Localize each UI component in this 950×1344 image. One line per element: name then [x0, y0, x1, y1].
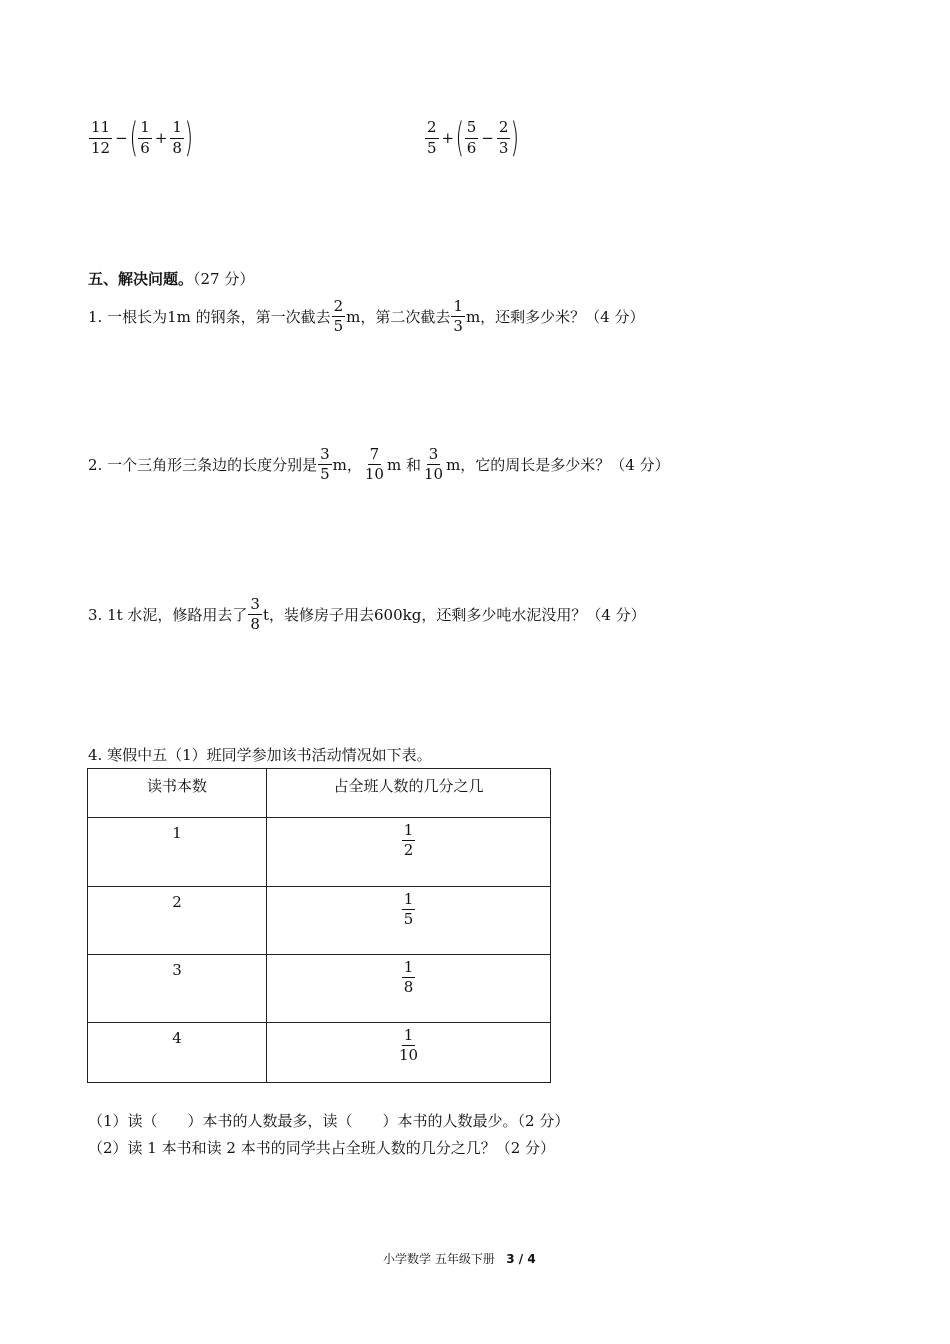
header-books: 读书本数: [88, 769, 267, 818]
cell-fraction: $\frac{1}{5}$: [267, 887, 551, 955]
table-row: [88, 818, 551, 887]
fraction: $\frac{1}{3}$: [453, 297, 463, 336]
header-fraction: 占全班人数的几分之几: [267, 769, 551, 818]
footer-subject: 小学数学 五年级下册: [383, 1252, 495, 1266]
section-heading: 五、解决问题。（27 分）: [88, 270, 255, 288]
sub-question-2: （2）读 1 本书和读 2 本书的同学共占全班人数的几分之几？（2 分）: [88, 1139, 556, 1157]
fraction: $\frac{5}{6}$: [466, 118, 477, 157]
table-row: [88, 1023, 551, 1083]
table-header-row: [88, 769, 551, 818]
page-number: 3 / 4: [506, 1252, 536, 1266]
expression-2: $\frac{2}{5}$ + ( $\frac{5}{6}$ − $\frac{2}{3}$ ): [427, 115, 520, 161]
fraction: $\frac{2}{3}$: [498, 118, 509, 157]
question-4-intro: 4. 寒假中五（1）班同学参加该书活动情况如下表。: [88, 746, 432, 764]
cell-fraction: $\frac{1}{8}$: [267, 955, 551, 1023]
cell-books: 1: [88, 818, 267, 887]
expression-1: $\frac{11}{12}$ − ( $\frac{1}{6}$ + $\frac{1}{8}$ ): [91, 115, 194, 161]
fraction: $\frac{11}{12}$: [91, 118, 111, 157]
fraction: $\frac{3}{10}$: [423, 445, 444, 484]
fraction: $\frac{2}{5}$: [427, 118, 437, 157]
cell-fraction: $\frac{1}{10}$: [267, 1023, 551, 1083]
question-3: 3. 1t 水泥，修路用去了 $\frac{3}{8}$ t，装修房子用去600kg，还剩多少吨水泥没用？（4 分）: [88, 595, 646, 634]
cell-books: 2: [88, 887, 267, 955]
question-2: 2. 一个三角形三条边的长度分别是 $\frac{3}{5}$ m， $\frac{7}{10}$ m 和 $\frac{3}{10}$ m，它的周长是多少米？（4 分）: [88, 445, 670, 484]
table-row: [88, 887, 551, 955]
sub-question-1: （1）读（ ）本书的人数最多，读（ ）本书的人数最少。（2 分）: [88, 1112, 570, 1130]
fraction: $\frac{3}{5}$: [320, 445, 330, 484]
page-footer: [383, 1250, 536, 1267]
fraction: $\frac{7}{10}$: [364, 445, 384, 484]
cell-books: 3: [88, 955, 267, 1023]
fraction: $\frac{1}{6}$: [140, 118, 150, 157]
fraction: $\frac{1}{8}$: [172, 118, 182, 157]
reading-table: [87, 768, 551, 1083]
cell-books: 4: [88, 1023, 267, 1083]
fraction: $\frac{2}{5}$: [333, 297, 344, 336]
cell-fraction: $\frac{1}{2}$: [267, 818, 551, 887]
question-1: 1. 一根长为1m 的钢条，第一次截去 $\frac{2}{5}$ m，第二次截去 $\frac{1}{3}$ m，还剩多少米？（4 分）: [88, 297, 645, 336]
fraction: $\frac{3}{8}$: [250, 595, 260, 634]
table-row: [88, 955, 551, 1023]
